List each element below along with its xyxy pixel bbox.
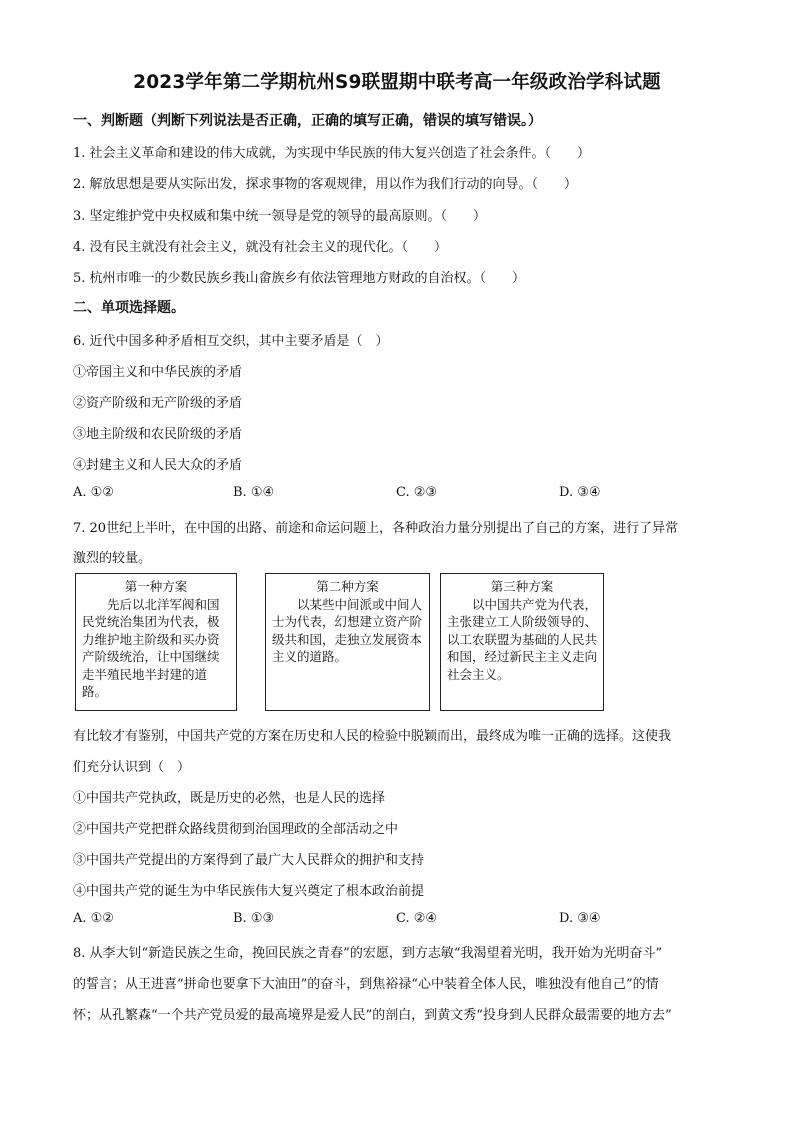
- section-1-heading: 一、判断题（判断下列说法是否正确，正确的填写正确，错误的填写错误。）: [73, 113, 542, 129]
- q7-after-line-1: 有比较才有鉴别，中国共产党的方案在历史和人民的检验中脱颖而出，最终成为唯一正确的选择。这使我: [73, 729, 672, 744]
- q7-statement-3: ③中国共产党提出的方案得到了最广大人民群众的拥护和支持: [73, 853, 425, 868]
- q7-statement-1: ①中国共产党执政，既是历史的必然，也是人民的选择: [73, 791, 386, 806]
- q7-statement-2: ②中国共产党把群众路线贯彻到治国理政的全部活动之中: [73, 822, 399, 837]
- judge-item-5: 5. 杭州市唯一的少数民族乡莪山畲族乡有依法管理地方财政的自治权。（ ）: [73, 271, 526, 286]
- judge-item-4: 4. 没有民主就没有社会主义，就没有社会主义的现代化。（ ）: [73, 240, 448, 255]
- q6-statement-2: ②资产阶级和无产阶级的矛盾: [73, 396, 243, 411]
- q7-option-d[interactable]: D. ③④: [559, 911, 601, 926]
- judge-item-2: 2. 解放思想是要从实际出发，探求事物的客观规律，用以作为我们行动的向导。（ ）: [73, 177, 578, 192]
- q6-statement-1: ①帝国主义和中华民族的矛盾: [73, 365, 243, 380]
- question-8-line-2: 的誓言；从王进喜“拼命也要拿下大油田”的奋斗，到焦裕禄“心中装着全体人民，唯独没有他自己”的情: [73, 977, 659, 992]
- plan-1-title: 第一种方案: [124, 579, 188, 594]
- q6-option-c[interactable]: C. ②③: [396, 485, 438, 500]
- q7-statement-4: ④中国共产党的诞生为中华民族伟大复兴奠定了根本政治前提: [73, 884, 425, 899]
- question-8-line-1: 8. 从李大钊“新造民族之生命，挽回民族之青春”的宏愿，到方志敏“我渴望着光明，我开始为光明奋斗”: [73, 946, 663, 961]
- q7-after-line-2: 们充分认识到（ ）: [73, 760, 191, 775]
- plan-box-2: [265, 573, 430, 711]
- question-6-stem: 6. 近代中国多种矛盾相互交织，其中主要矛盾是（ ）: [73, 334, 389, 349]
- section-2-heading: 二、单项选择题。: [73, 300, 185, 316]
- question-8-line-3: 怀；从孔繁森“一个共产党员爱的最高境界是爱人民”的剖白，到黄文秀“投身到人民群众最需要的地方去”: [73, 1008, 672, 1023]
- judge-item-1: 1. 社会主义革命和建设的伟大成就，为实现中华民族的伟大复兴创造了社会条件。（ ）: [73, 146, 591, 161]
- q6-statement-3: ③地主阶级和农民阶级的矛盾: [73, 427, 243, 442]
- q6-option-b[interactable]: B. ①④: [233, 485, 275, 500]
- judge-item-3: 3. 坚定维护党中央权威和集中统一领导是党的领导的最高原则。（ ）: [73, 209, 487, 224]
- q6-statement-4: ④封建主义和人民大众的矛盾: [73, 458, 243, 473]
- q7-option-b[interactable]: B. ①③: [233, 911, 275, 926]
- plan-3-title: 第三种方案: [490, 579, 554, 594]
- q6-option-d[interactable]: D. ③④: [559, 485, 601, 500]
- plan-1-body: 先后以北洋军阀和国民党统治集团为代表，极力维护地主阶级和买办资产阶级统治，让中国继续走半殖民地半封建的道路。: [82, 596, 220, 699]
- plan-3-body: 以中国共产党为代表，主张建立工人阶级领导的、以工农联盟为基础的人民共和国，经过新民主主义走向社会主义。: [447, 596, 598, 682]
- exam-title: 2023学年第二学期杭州S9联盟期中联考高一年级政治学科试题: [133, 72, 661, 93]
- q7-option-a[interactable]: A. ①②: [73, 911, 114, 926]
- q6-option-a[interactable]: A. ①②: [73, 485, 114, 500]
- plan-2-title: 第二种方案: [316, 579, 379, 594]
- plan-box-3: [440, 573, 604, 711]
- plan-2-body: 以某些中间派或中间人士为代表，幻想建立资产阶级共和国，走独立发展资本主义的道路。: [272, 596, 423, 664]
- q7-option-c[interactable]: C. ②④: [396, 911, 438, 926]
- question-7-stem-line-1: 7. 20世纪上半叶，在中国的出路、前途和命运问题上，各种政治力量分别提出了自己的方案，进行了异常: [73, 521, 679, 536]
- question-7-stem-line-2: 激烈的较量。: [73, 551, 152, 566]
- plan-box-1: [75, 573, 237, 711]
